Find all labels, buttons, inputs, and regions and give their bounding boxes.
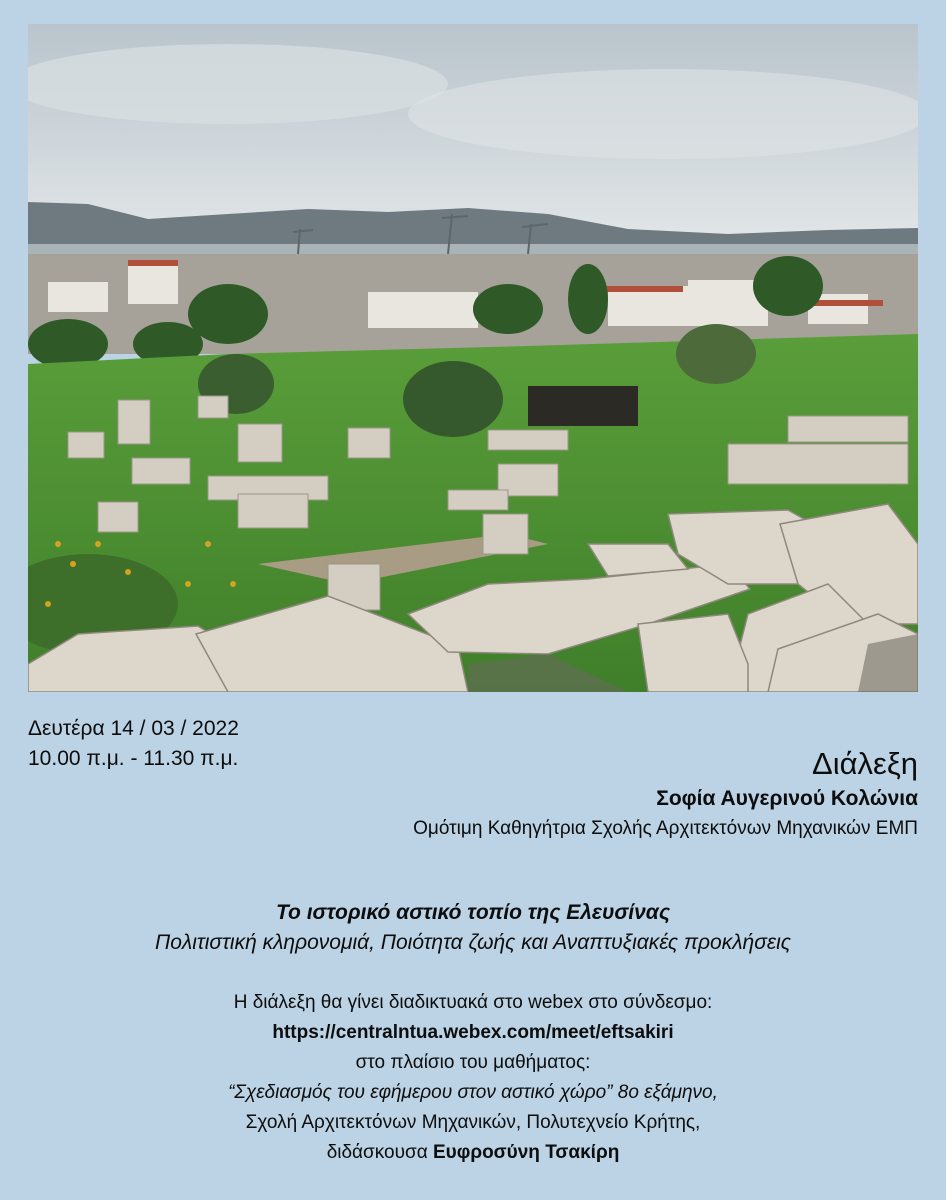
info-context: στο πλαίσιο του μαθήματος: [355,1052,591,1073]
lecture-header [413,744,918,844]
instructor-prefix: διδάσκουσα [326,1142,433,1163]
speaker-role: Ομότιμη Καθηγήτρια Σχολής Αρχιτεκτόνων Μηχανικών ΕΜΠ [413,818,918,839]
webex-link[interactable]: https://centralntua.webex.com/meet/eftsakiri [272,1022,674,1043]
topic-subtitle: Πολιτιστική κληρονομιά, Ποιότητα ζωής και Αναπτυξιακές προκλήσεις [155,931,791,954]
instructor-name: Ευφροσύνη Τσακίρη [433,1142,620,1163]
instructor-line [0,1138,946,1168]
school-name: Σχολή Αρχιτεκτόνων Μηχανικών, Πολυτεχνείο Κρήτης, [245,1112,701,1133]
event-time: 10.00 π.μ. - 11.30 π.μ. [28,747,239,770]
course-name: “Σχεδιασμός του εφήμερου στον αστικό χώρο” 8ο εξάμηνο, [228,1082,718,1103]
topic-block [0,898,946,958]
topic-title: Το ιστορικό αστικό τοπίο της Ελευσίνας [275,901,671,924]
info-intro: Η διάλεξη θα γίνει διαδικτυακά στο webex στο σύνδεσμο: [233,992,713,1013]
speaker-name: Σοφία Αυγερινού Κολώνια [656,787,918,810]
event-date: Δευτέρα 14 / 03 / 2022 [28,717,239,740]
lecture-label: Διάλεξη [812,746,918,781]
event-datetime [28,714,239,774]
info-block [0,988,946,1168]
archaeological-site-photo [28,24,918,692]
